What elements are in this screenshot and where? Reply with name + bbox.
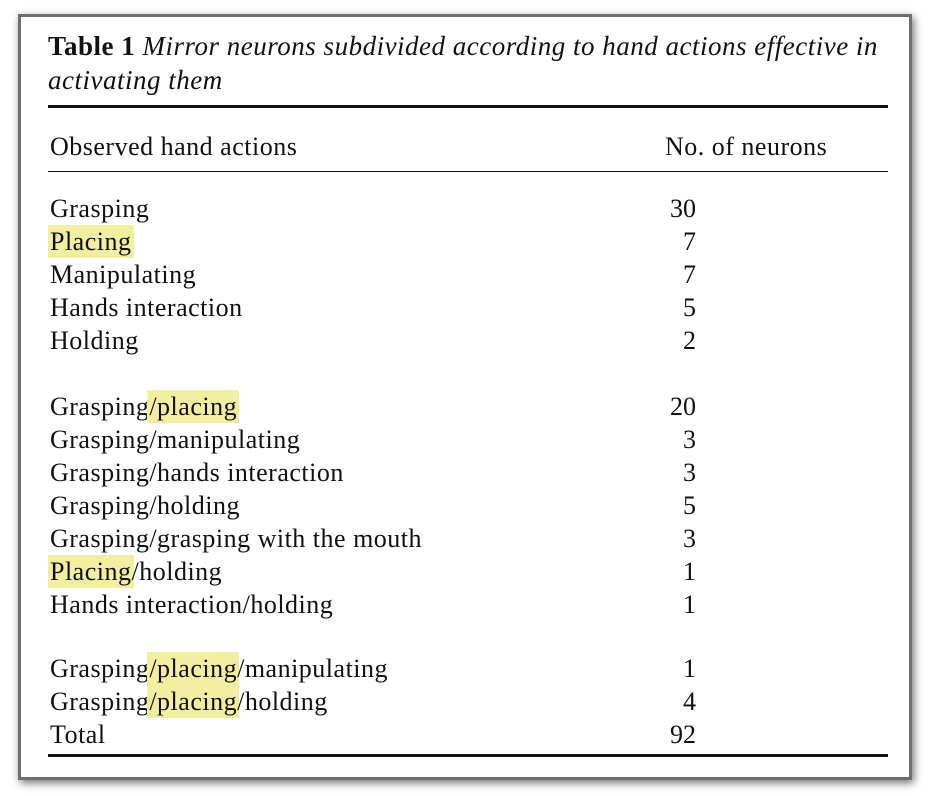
row-count: 3 xyxy=(683,458,696,487)
table-row xyxy=(21,555,909,588)
row-label-segment: Grasping/hands interaction xyxy=(50,458,344,487)
row-label xyxy=(50,390,237,423)
row-label-segment: Grasping/grasping with the mouth xyxy=(50,524,423,553)
row-label xyxy=(50,522,422,555)
table-row xyxy=(21,324,909,357)
row-count: 1 xyxy=(683,557,696,586)
row-count: 5 xyxy=(683,293,696,322)
row-label-segment: Grasping xyxy=(50,194,150,223)
row-label xyxy=(50,685,328,718)
row-label xyxy=(50,423,300,456)
table-row xyxy=(21,489,909,522)
row-label xyxy=(50,258,196,291)
row-count: 4 xyxy=(683,687,696,716)
table-row xyxy=(21,652,909,685)
row-label xyxy=(50,489,240,522)
row-label-segment: Grasping xyxy=(50,392,150,421)
row-count: 1 xyxy=(683,654,696,683)
row-label-segment: Hands interaction/holding xyxy=(50,590,334,619)
row-label xyxy=(50,225,132,258)
header-rule xyxy=(48,171,888,172)
row-label-segment: Holding xyxy=(50,326,139,355)
table-row xyxy=(21,522,909,555)
table-caption xyxy=(48,29,888,97)
table-label: Table 1 xyxy=(48,31,136,61)
table-row xyxy=(21,258,909,291)
row-label-segment: /holding xyxy=(237,687,328,716)
row-count: 7 xyxy=(683,260,696,289)
row-count: 3 xyxy=(683,425,696,454)
row-label-segment: Grasping xyxy=(50,687,150,716)
row-label-segment: Total xyxy=(50,720,106,749)
row-count: 92 xyxy=(670,720,696,749)
table-row xyxy=(21,225,909,258)
row-count: 2 xyxy=(683,326,696,355)
row-label-segment: /manipulating xyxy=(237,654,389,683)
row-label-segment: /holding xyxy=(131,557,223,586)
row-label xyxy=(50,718,106,751)
row-label xyxy=(50,291,243,324)
column-header-action: Observed hand actions xyxy=(50,132,298,161)
row-label xyxy=(50,456,344,489)
table-row xyxy=(21,192,909,225)
bottom-rule xyxy=(48,754,888,757)
row-count: 30 xyxy=(670,194,696,223)
table-row xyxy=(21,390,909,423)
highlighted-text: /placing xyxy=(149,392,238,421)
total-row xyxy=(21,718,909,751)
row-label-segment: Grasping/holding xyxy=(50,491,240,520)
row-label xyxy=(50,555,222,588)
highlighted-text: /placing xyxy=(149,654,238,683)
table-row xyxy=(21,685,909,718)
table-row xyxy=(21,291,909,324)
table-row xyxy=(21,588,909,621)
highlighted-text: /placing xyxy=(149,687,238,716)
highlighted-text: Placing xyxy=(50,227,132,256)
row-label-segment: Manipulating xyxy=(50,260,197,289)
table-row xyxy=(21,423,909,456)
row-count: 1 xyxy=(683,590,696,619)
table-figure xyxy=(18,14,912,780)
row-label-segment: Grasping/manipulating xyxy=(50,425,301,454)
row-label xyxy=(50,192,149,225)
row-count: 3 xyxy=(683,524,696,553)
row-count: 7 xyxy=(683,227,696,256)
top-rule xyxy=(48,105,888,108)
table-caption-text: Mirror neurons subdivided according to hand actions effective in activating them xyxy=(48,31,878,95)
row-label-segment: Grasping xyxy=(50,654,150,683)
row-count: 5 xyxy=(683,491,696,520)
column-header-count: No. of neurons xyxy=(665,132,828,161)
row-label xyxy=(50,324,139,357)
table-row xyxy=(21,456,909,489)
row-label xyxy=(50,652,388,685)
row-label xyxy=(50,588,333,621)
row-label-segment: Hands interaction xyxy=(50,293,243,322)
row-count: 20 xyxy=(670,392,696,421)
highlighted-text: Placing xyxy=(50,557,132,586)
